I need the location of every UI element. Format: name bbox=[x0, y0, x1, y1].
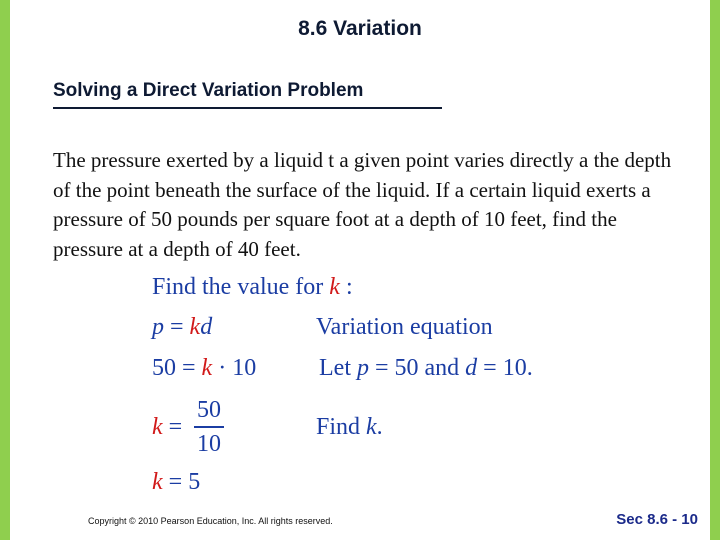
step2-p: p bbox=[356, 355, 369, 381]
step3-lhs bbox=[152, 414, 182, 441]
step4-result bbox=[152, 469, 200, 496]
step2-suffix: · 10 bbox=[212, 355, 257, 381]
step4-k: k bbox=[152, 469, 163, 495]
step3-find-k: k bbox=[366, 414, 377, 440]
step1-equation bbox=[152, 314, 212, 341]
copyright-notice: Copyright © 2010 Pearson Education, Inc. All rights reserved. bbox=[88, 516, 333, 526]
step2-let: Let bbox=[319, 355, 357, 381]
right-accent-bar bbox=[710, 0, 720, 540]
step3-period: . bbox=[376, 414, 383, 440]
step2-prefix: 50 = bbox=[152, 355, 202, 381]
fraction-bar bbox=[194, 426, 224, 428]
section-number: Sec 8.6 - 10 bbox=[616, 511, 698, 528]
fraction-numerator: 50 bbox=[197, 397, 221, 423]
step3-description bbox=[316, 414, 383, 441]
heading-prefix: Find the value for bbox=[152, 274, 330, 300]
step4-value: = 5 bbox=[162, 469, 201, 495]
step3-eq: = bbox=[162, 414, 183, 440]
step1-eq: = bbox=[164, 314, 190, 340]
step2-k: k bbox=[201, 355, 213, 381]
step3-find: Find bbox=[316, 414, 367, 440]
step3-k: k bbox=[152, 414, 163, 440]
slide-title: 8.6 Variation bbox=[298, 17, 422, 40]
heading-var-k: k bbox=[329, 274, 340, 300]
subtitle-underline bbox=[53, 107, 442, 109]
step1-k: k bbox=[189, 314, 201, 340]
heading-suffix: : bbox=[339, 274, 353, 300]
step2-mid: = 50 and bbox=[368, 355, 466, 381]
step2-d: d bbox=[465, 355, 478, 381]
left-accent-bar bbox=[0, 0, 10, 540]
step1-description: Variation equation bbox=[316, 314, 493, 340]
fraction-denominator: 10 bbox=[197, 430, 221, 457]
step2-description bbox=[319, 355, 533, 382]
solution-heading bbox=[152, 274, 353, 301]
step2-end: = 10. bbox=[477, 355, 533, 381]
step3-fraction bbox=[194, 397, 224, 457]
step1-d: d bbox=[200, 314, 213, 340]
step2-equation bbox=[152, 355, 256, 382]
slide-subtitle: Solving a Direct Variation Problem bbox=[53, 80, 364, 101]
step1-p: p bbox=[152, 314, 164, 340]
problem-statement: The pressure exerted by a liquid t a given point varies directly a the depth of the point beneath the surface of the liquid. If a certain liquid exerts a pressure of 50 pounds per square foot at a depth of 10 feet, find the pressure at a depth of 40 feet. bbox=[53, 148, 672, 261]
